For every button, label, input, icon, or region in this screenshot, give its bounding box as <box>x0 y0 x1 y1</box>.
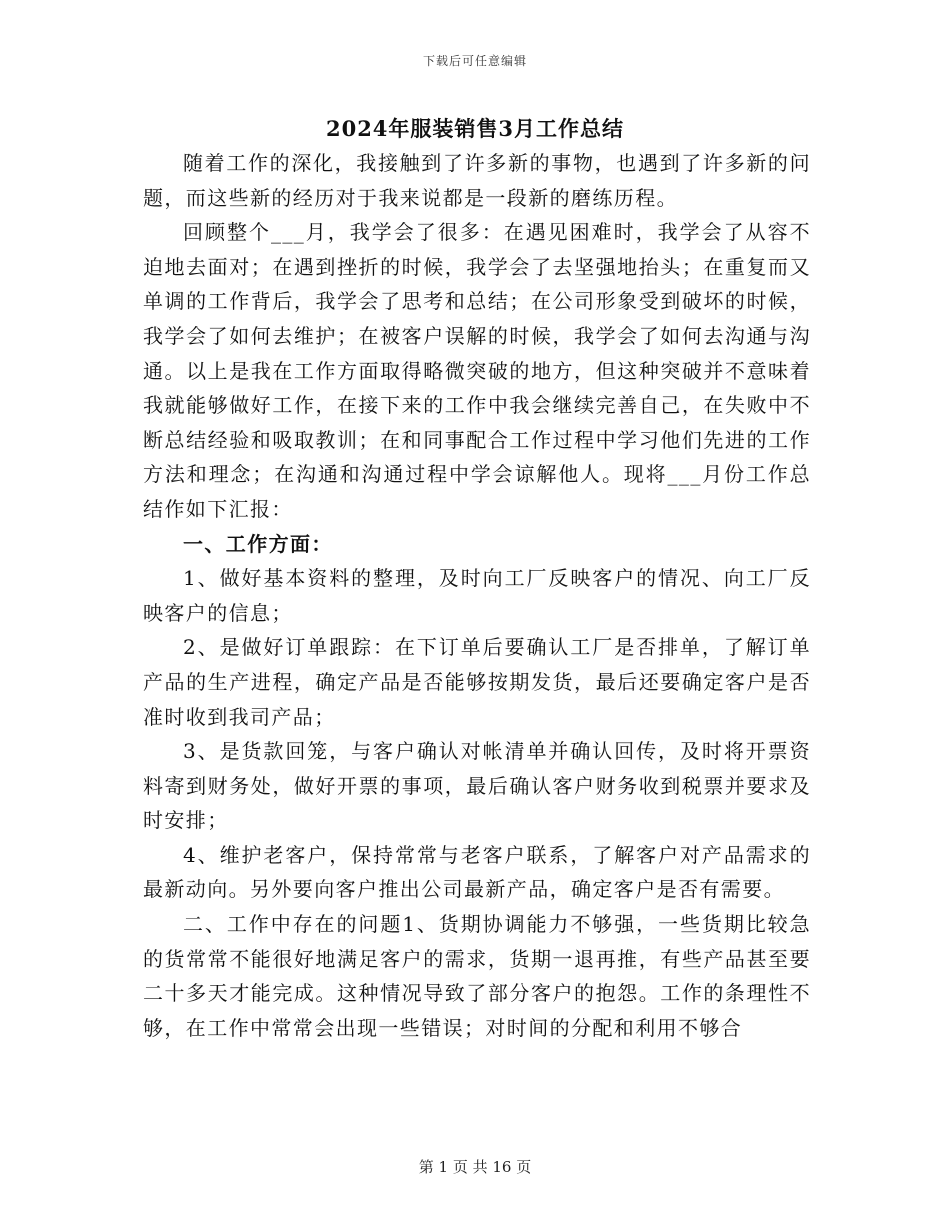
paragraph-item-3: 3、是货款回笼，与客户确认对帐清单并确认回传，及时将开票资料寄到财务处，做好开票的事项，最后确认客户财务收到税票并要求及时安排； <box>143 739 811 833</box>
header-note: 下载后可任意编辑 <box>422 54 527 68</box>
paragraph-item-4: 4、维护老客户，保持常常与老客户联系，了解客户对产品需求的最新动向。另外要向客户推出公司最新产品，确定客户是否有需要。 <box>143 842 811 902</box>
paragraph-item-1: 1、做好基本资料的整理，及时向工厂反映客户的情况、向工厂反映客户的信息； <box>143 566 811 625</box>
paragraph-item-2: 2、是做好订单跟踪：在下订单后要确认工厂是否排单，了解订单产品的生产进程，确定产品是否能够按期发货，最后还要确定客户是否准时收到我司产品； <box>143 635 811 729</box>
paragraph-review: 回顾整个___月，我学会了很多：在遇见困难时，我学会了从容不迫地去面对；在遇到挫折的时候，我学会了去坚强地抬头；在重复而又单调的工作背后，我学会了思考和总结；在公司形象受到破坏的时候，我学会了如何去维护；在被客户误解的时候，我学会了如何去沟通与沟通。以上是我在工作方面取得略微突破的地方，但这种突破并不意味着我就能够做好工作，在接下来的工作中我会继续完善自己，在失败中不断总结经验和吸取教训；在和同事配合工作过程中学习他们先进的工作方法和理念；在沟通和沟通过程中学会谅解他人。现将___月份工作总结作如下汇报： <box>143 220 811 521</box>
section-heading-work: 一、工作方面： <box>183 531 333 556</box>
document-body <box>143 146 811 1045</box>
paragraph-intro: 随着工作的深化，我接触到了许多新的事物，也遇到了许多新的问题，而这些新的经历对于我来说都是一段新的磨练历程。 <box>143 151 811 210</box>
document-title: 2024年服装销售3月工作总结 <box>325 116 625 141</box>
paragraph-problems: 二、工作中存在的问题1、货期协调能力不够强，一些货期比较急的货常常不能很好地满足客户的需求，货期一退再推，有些产品甚至要二十多天才能完成。这种情况导致了部分客户的抱怨。工作的条理性不够，在工作中常常会出现一些错误；对时间的分配和利用不够合 <box>143 912 811 1040</box>
page-number-footer: 第 1 页 共 16 页 <box>418 1158 532 1176</box>
